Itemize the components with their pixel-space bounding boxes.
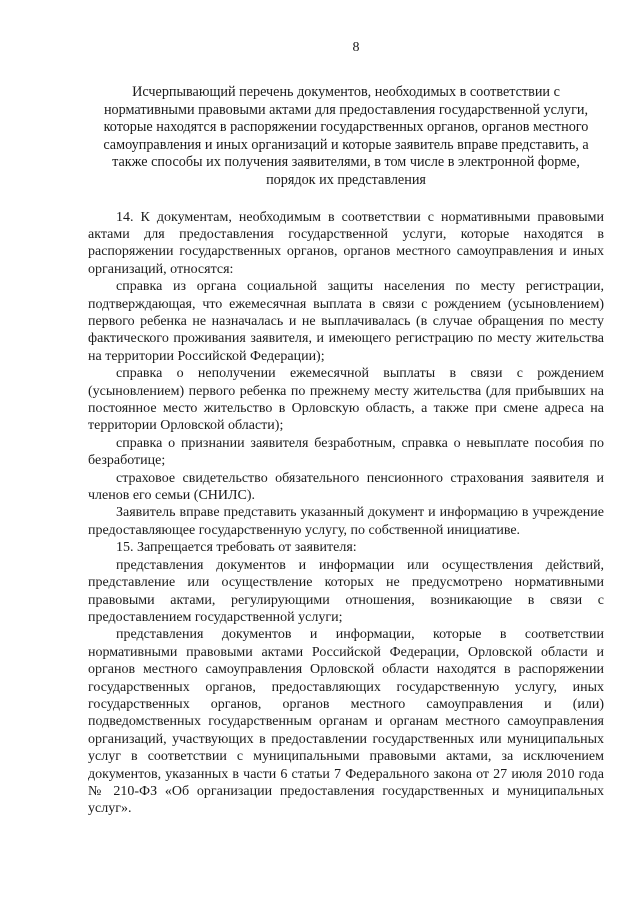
paragraph-prohibition-2: представления документов и информации, которые в соответствии нормативными правовыми актами Российской Федерации, Орловской области и органов местного самоуправления Орловской области находятся в распоряжении государственных органов, предоставляющих государственную услугу, иных государственных органов, органов местного самоуправления и (или) подведомственных государственным органам и органам местного самоуправления организаций, участвующих в предоставлении государственных или муниципальных услуг в соответствии с муниципальными правовыми актами, за исключением документов, указанных в части 6 статьи 7 Федерального закона от 27 июля 2010 года № 210-ФЗ «Об организации предоставления государственных и муниципальных услуг». [88,627,604,817]
heading-line: самоуправления и иных организаций и которые заявитель вправе представить, а [103,136,589,153]
heading-line: которые находятся в распоряжении государственных органов, органов местного [103,119,589,136]
heading-line: также способы их получения заявителями, в том числе в электронной форме, [112,154,580,171]
heading-line: нормативными правовыми актами для предоставления государственной услуги, [103,101,589,118]
paragraph-applicant-right: Заявитель вправе представить указанный документ и информацию в учреждение предоставляющее государственную услугу, по собственной инициативе. [88,505,604,538]
page-number: 8 [352,40,360,55]
paragraph-snils: страховое свидетельство обязательного пенсионного страхования заявителя и членов его семьи (СНИЛС). [88,470,604,504]
paragraph-non-receipt-certificate: справка о неполучении ежемесячной выплаты в связи с рождением (усыновлением) первого ребенка по прежнему месту жительства (для прибывших на постоянное место жительство в Орловскую область, а также при смене адреса на территории Орловской области); [88,366,604,434]
paragraph-unemployment-certificate: справка о признании заявителя безработным, справка о невыплате пособия по безработице; [88,435,604,469]
paragraph-social-protection-certificate: справка из органа социальной защиты населения по месту регистрации, подтверждающая, что ежемесячная выплата в связи с рождением (усыновлением) первого ребенка не назначалась и не выплачивалась (в случае обращения по месту фактического проживания заявителя, и имеющего регистрацию по месту жительства на территории Российской Федерации); [88,279,604,364]
heading-line: Исчерпывающий перечень документов, необходимых в соответствии с [132,84,560,100]
paragraph-item-14: 14. К документам, необходимым в соответствии с нормативными правовыми актами для предоставления государственной услуги, которые находятся в распоряжении государственных органов, органов местного самоуправления и иных организаций, относятся: [88,209,604,277]
paragraph-item-15: 15. Запрещается требовать от заявителя: [116,540,357,556]
heading-line: порядок их представления [266,171,426,188]
body-text [88,209,604,818]
section-heading [88,84,604,190]
paragraph-prohibition-1: представления документов и информации или осуществления действий, представление или осуществление которых не предусмотрено нормативными правовыми актами, регулирующими отношения, возникающие в связи с предоставлением государственной услуги; [88,557,604,625]
